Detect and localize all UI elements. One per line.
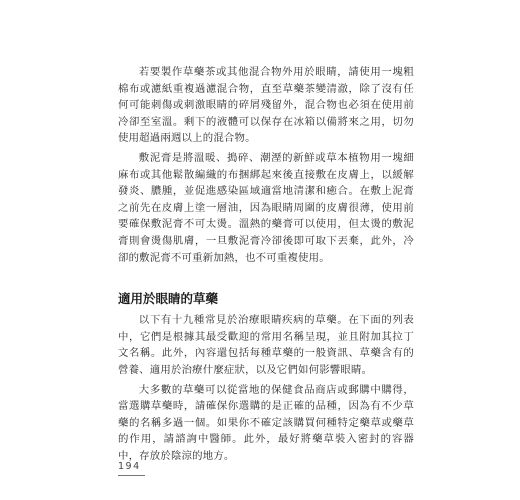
page-number: 194 bbox=[118, 461, 141, 472]
section-heading: 適用於眼睛的草藥 bbox=[118, 291, 219, 307]
section-spacer bbox=[118, 266, 414, 290]
paragraph-filtering: 若要製作草藥茶或其他混合物外用於眼睛，請使用一塊粗棉布或濾紙重複過濾混合物，直至草藥茶變清澈，除了沒有任何可能刺傷或刺激眼睛的碎屑殘留外，混合物也必須在使用前冷卻至室溫。剩下的液體可以保存在冰箱以備將來之用，切勿使用超過兩週以上的混合物。 bbox=[118, 66, 414, 145]
body-text bbox=[118, 64, 414, 464]
paragraph-herb-list-intro: 以下有十九種常見於治療眼睛疾病的草藥。在下面的列表中，它們是根據其最受歡迎的常用名稱呈現，並且附加其拉丁文名稱。此外，內容還包括每種草藥的一般資訊、草藥含有的營養、適用於治療什麼症狀，以及它們如何影響眼睛。 bbox=[118, 314, 414, 376]
paragraph-poultice: 敷泥膏是將溫暖、搗碎、潮溼的新鮮或草本植物用一塊細麻布或其他鬆散編織的布捆綁起來後直接敷在皮膚上，以緩解發炎、膿腫，並促進感染區域適當地清潔和癒合。在敷上泥膏之前先在皮膚上塗一層油，因為眼睛周圍的皮膚很薄，使用前要確保敷泥膏不可太燙。溫熱的藥膏可以使用，但太燙的敷泥膏則會燙傷肌膚，一旦敷泥膏冷卻後即可取下丟棄，此外，冷卻的敷泥膏不可重新加熱，也不可重複使用。 bbox=[118, 151, 414, 264]
paragraph-purchasing: 大多數的草藥可以從當地的保健食品商店或郵購中購得，當選購草藥時，請確保你選購的是正確的品種，因為有不少草藥的名稱多過一個。如果你不確定該購買何種特定藥草或藥草的作用，請諮詢中醫師。此外，最好將藥草裝入密封的容器中，存放於陰涼的地方。 bbox=[118, 383, 414, 462]
page-number-rule bbox=[118, 475, 145, 476]
